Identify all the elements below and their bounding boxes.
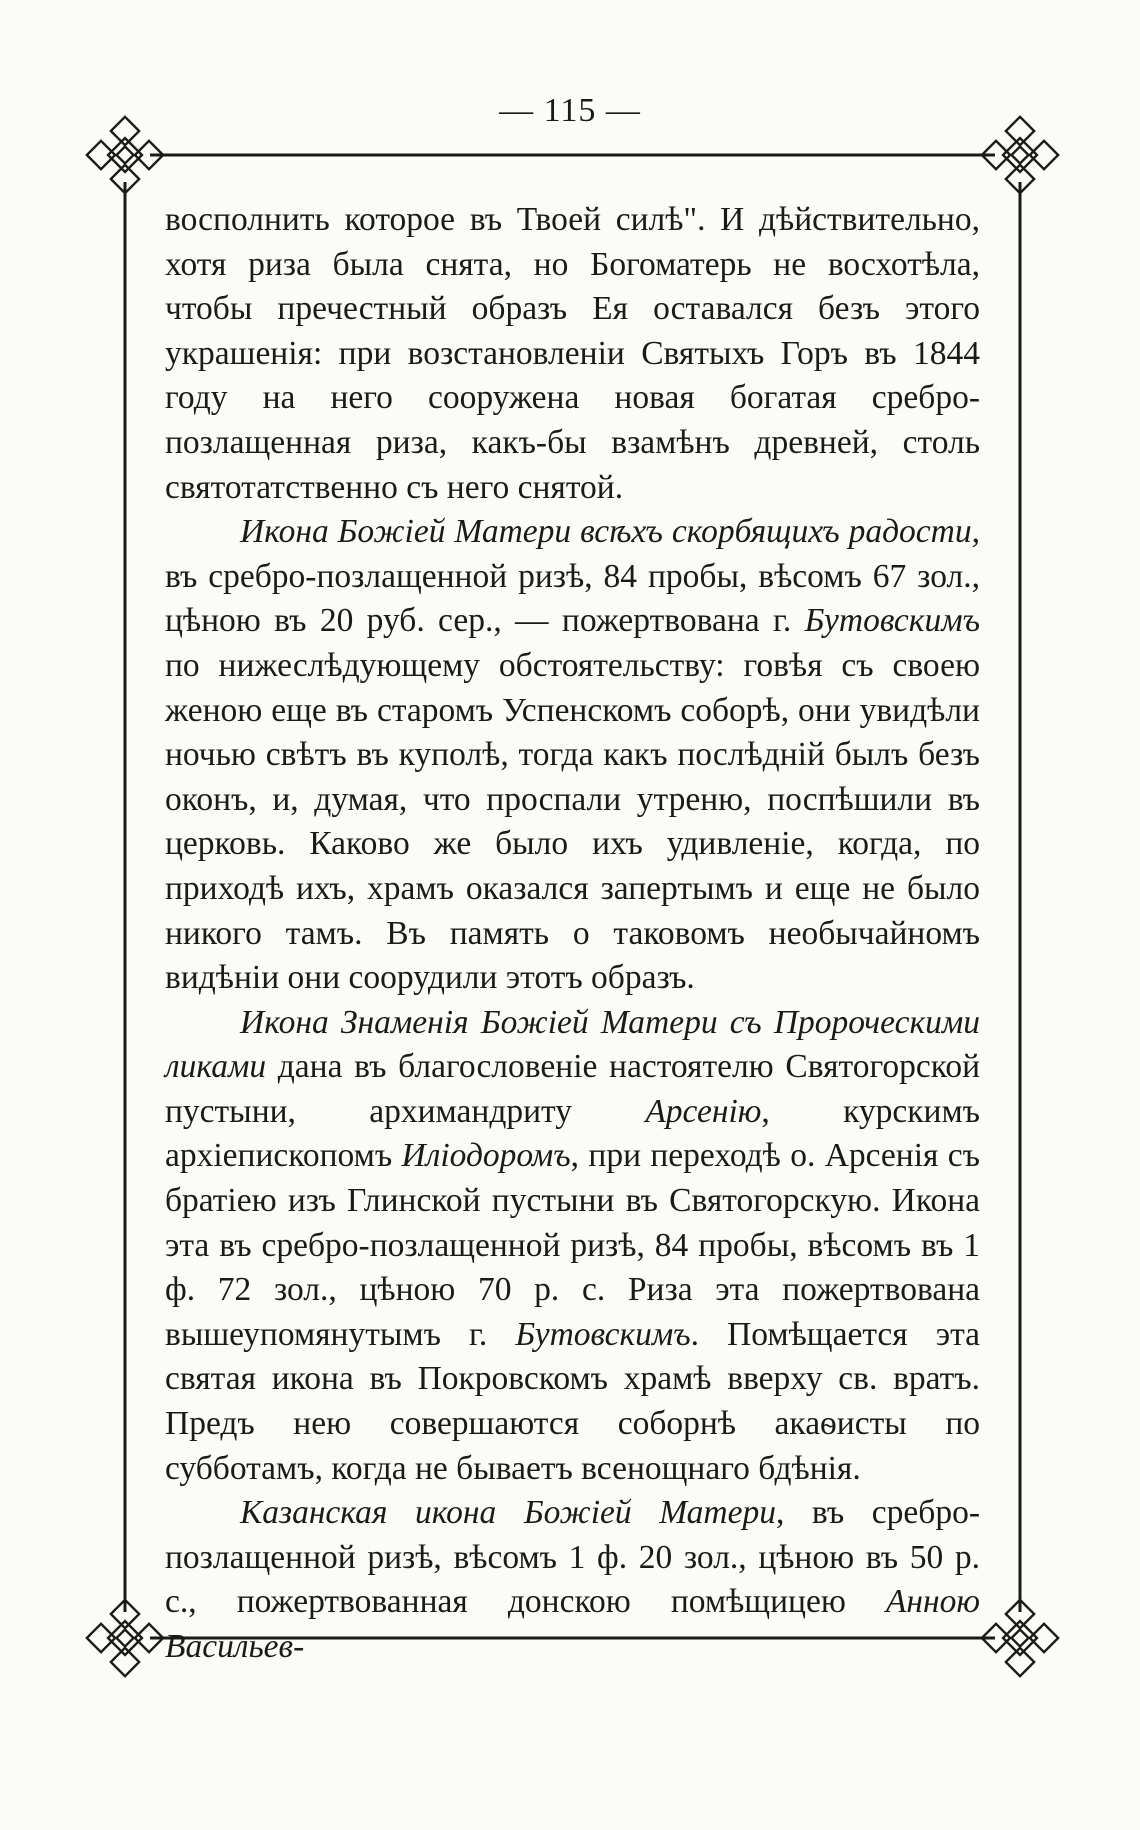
text-run: , курскимъ архіепископомъ	[165, 1092, 980, 1175]
text-run: восполнить которое въ Твоей силѣ". И дѣйствительно, хотя риза была снята, но Богоматерь не восхотѣла, чтобы пречестный образъ Ея оставался безъ этого украшенія: при возстановленіи Святыхъ Горъ въ 1844 году на него сооружена новая богатая сребро-позлащенная риза, какъ-бы взамѣнъ древней, столь святотатственно съ него снятой.	[165, 201, 980, 506]
icon-title: Икона Знаменія Божіей Матери съ Пророческими ликами	[165, 1003, 980, 1086]
paragraph-4	[165, 1491, 980, 1669]
body-text	[165, 198, 980, 1670]
text-run: , въ сребро-позлащенной ризѣ, вѣсомъ 1 ф. 20 зол., цѣною въ 50 р. с., пожертвованная донскою помѣщицею	[165, 1494, 980, 1621]
person-name: Иліодоромъ	[401, 1137, 571, 1175]
text-run: въ сребро-позлащенной ризѣ, 84 пробы, вѣсомъ 67 зол., цѣною въ 20 руб. сер., — пожертвована г.	[165, 557, 980, 640]
icon-title: Казанская икона Божіей Матери	[240, 1494, 776, 1532]
text-run: , при переходѣ о. Арсенія съ братіею изъ Глинской пустыни въ Святогорскую. Икона эта въ сребро-позлащенной ризѣ, 84 пробы, вѣсомъ въ 1 ф. 72 зол., цѣною 70 р. с. Риза эта пожертвована вышеупомянутымъ г.	[165, 1137, 980, 1353]
paragraph-2	[165, 510, 980, 1001]
text-run: по нижеслѣдующему обстоятельству: говѣя съ своею женою еще въ старомъ Успенскомъ соборѣ, они увидѣли ночью свѣтъ въ куполѣ, тогда какъ послѣдній былъ безъ оконъ, и, думая, что проспали утреню, поспѣшили въ церковь. Каково же было ихъ удивленіе, когда, по приходѣ ихъ, храмъ оказался запертымъ и еще не было никого тамъ. Въ память о таковомъ необычайномъ видѣніи они соорудили этотъ образъ.	[165, 646, 980, 997]
person-name: Арсенію	[645, 1092, 762, 1130]
paragraph-3	[165, 1001, 980, 1492]
icon-title: Икона Божіей Матери всѣхъ скорбящихъ радости,	[240, 513, 980, 551]
text-run: . Помѣщается эта святая икона въ Покровскомъ храмѣ вверху св. вратъ. Предъ нею совершаются соборнѣ акаѳисты по субботамъ, когда не бываетъ всенощнаго бдѣнія.	[165, 1315, 980, 1487]
text-run: дана въ благословеніе настоятелю Святогорской пустыни, архимандриту	[165, 1048, 980, 1130]
person-name: Бутовскимъ	[515, 1315, 691, 1353]
person-name: Анною Васильев-	[165, 1583, 980, 1665]
person-name: Бутовскимъ	[804, 602, 980, 640]
paragraph-1	[165, 198, 980, 510]
page-number: — 115 —	[499, 92, 641, 129]
